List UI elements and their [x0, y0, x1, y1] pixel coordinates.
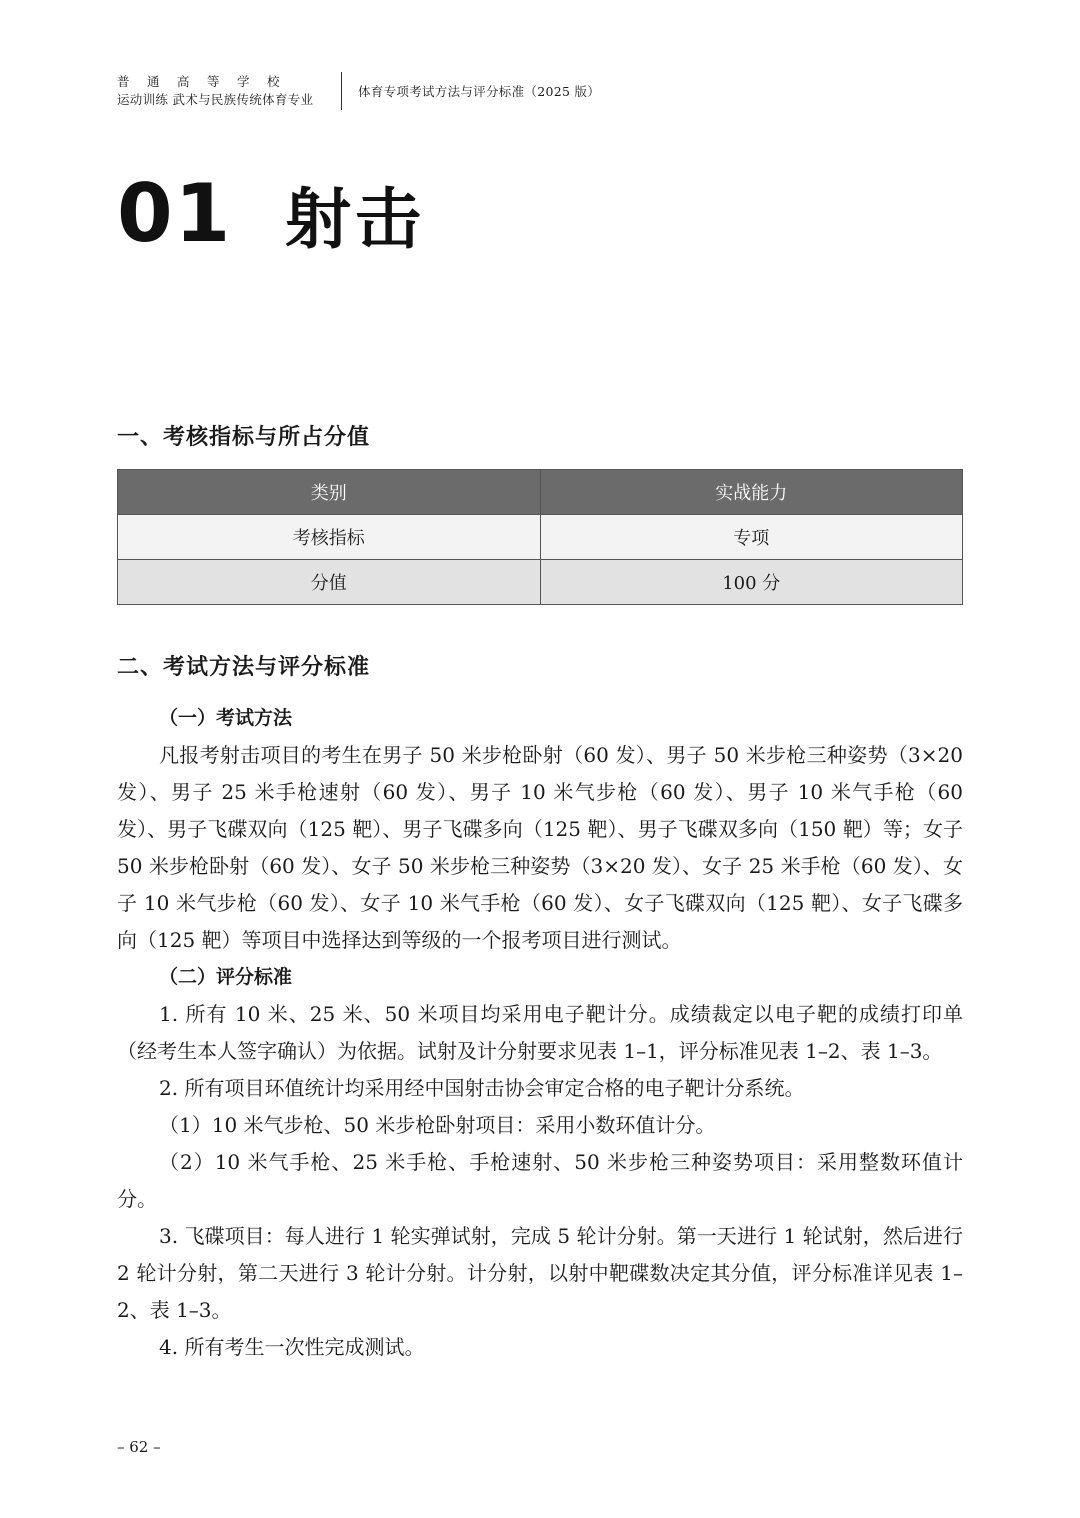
- page-number: – 62 –: [117, 1438, 161, 1456]
- table-cell: 考核指标: [118, 515, 541, 560]
- scoring-item: （2）10 米气手枪、25 米手枪、手枪速射、50 米步枪三种姿势项目：采用整数环值计分。: [117, 1150, 963, 1211]
- scoring-item: 1. 所有 10 米、25 米、50 米项目均采用电子靶计分。成绩裁定以电子靶的成绩打印单（经考生本人签字确认）为依据。试射及计分射要求见表 1–1，评分标准见表 1–2、表 1–3。: [117, 1002, 963, 1063]
- chapter-title: 射击: [285, 180, 425, 258]
- method-paragraph: 凡报考射击项目的考生在男子 50 米步枪卧射（60 发）、男子 50 米步枪三种姿势（3×20 发）、男子 25 米手枪速射（60 发）、男子 10 米气步枪（60 发）、男子 10 米气手枪（60 发）、男子飞碟双向（125 靶）、男子飞碟多向（125 靶）、男子飞碟双多向（150 靶）等；女子 50 米步枪卧射（60 发）、女子 50 米步枪三种姿势（3×20 发）、女子 25 米手枪（60 发）、女子 10 米气步枪（60 发）、女子 10 米气手枪（60 发）、女子飞碟双向（125 靶）、女子飞碟多向（125 靶）等项目中选择达到等级的一个报考项目进行测试。: [117, 743, 963, 952]
- table-row: [118, 515, 963, 560]
- header-doc-title: 体育专项考试方法与评分标准（2025 版）: [358, 84, 601, 99]
- indicator-table: [117, 469, 963, 605]
- scoring-item: （1）10 米气步枪、50 米步枪卧射项目：采用小数环值计分。: [159, 1113, 716, 1137]
- subheading-method: （一）考试方法: [159, 707, 293, 729]
- body-text: [117, 700, 963, 1366]
- header-major: 运动训练 武术与民族传统体育专业: [117, 92, 314, 107]
- table-header-cell: 实战能力: [540, 470, 963, 515]
- scoring-item: 2. 所有项目环值统计均采用经中国射击协会审定合格的电子靶计分系统。: [159, 1076, 805, 1100]
- running-header: [117, 70, 600, 112]
- table-cell: 专项: [540, 515, 963, 560]
- chapter-number: 01: [117, 166, 233, 260]
- table-cell: 100 分: [540, 560, 963, 605]
- header-school: 普通高等学校: [117, 74, 298, 89]
- header-divider: [341, 72, 342, 110]
- section-heading-indicators: 一、考核指标与所占分值: [117, 424, 371, 450]
- section-heading-methods: 二、考试方法与评分标准: [117, 654, 371, 680]
- chapter-heading: [117, 168, 425, 258]
- scoring-item: 3. 飞碟项目：每人进行 1 轮实弹试射，完成 5 轮计分射。第一天进行 1 轮试射，然后进行 2 轮计分射，第二天进行 3 轮计分射。计分射，以射中靶碟数决定其分值，评分标准详见表 1–2、表 1–3。: [117, 1224, 963, 1322]
- header-left: [117, 73, 327, 109]
- table-header-cell: 类别: [118, 470, 541, 515]
- table-header-row: [118, 470, 963, 515]
- subheading-scoring: （二）评分标准: [159, 966, 293, 988]
- scoring-item: 4. 所有考生一次性完成测试。: [159, 1335, 425, 1359]
- table-cell: 分值: [118, 560, 541, 605]
- table-row: [118, 560, 963, 605]
